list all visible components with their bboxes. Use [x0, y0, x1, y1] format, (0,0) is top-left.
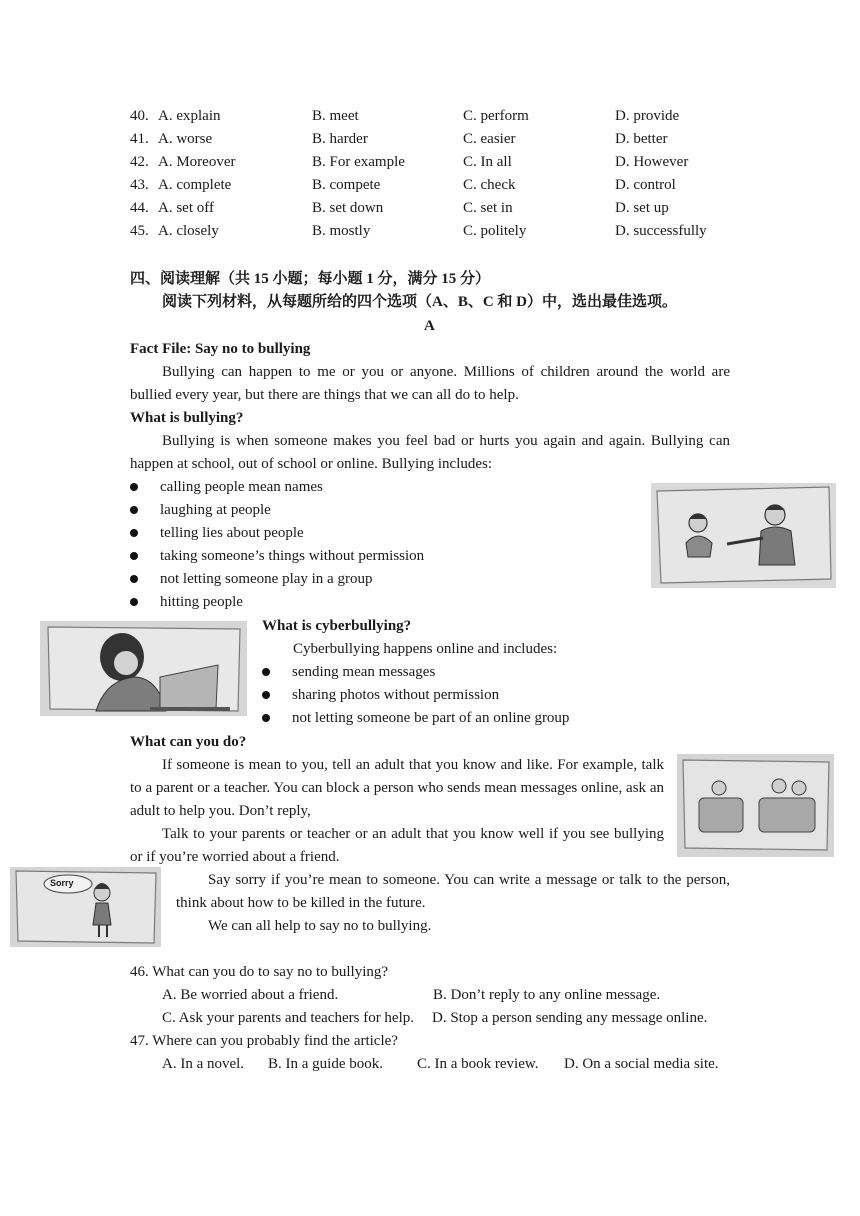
- bullet-icon: [130, 506, 138, 514]
- intro-paragraph: Bullying can happen to me or you or anyone. Millions of children around the world are bullied every year, but there are things that we can all do to help.: [130, 364, 730, 403]
- option-a: A. Moreover: [158, 154, 236, 170]
- section-heading: 四、阅读理解（共 15 小题；每小题 1 分，满分 15 分）: [130, 271, 491, 287]
- question-47-option-d: D. On a social media site.: [564, 1056, 719, 1072]
- option-b: B. For example: [312, 154, 405, 170]
- question-46-stem: 46. What can you do to say no to bullying?: [130, 964, 389, 980]
- can-do-paragraph-3: Say sorry if you’re mean to someone. You can write a message or talk to the person, think about how to be killed in the future.: [176, 872, 730, 911]
- option-d: D. However: [615, 154, 689, 170]
- option-row: [130, 154, 730, 174]
- bullet-icon: [130, 598, 138, 606]
- question-number: 40.: [130, 108, 149, 124]
- question-47-option-b: B. In a guide book.: [268, 1056, 383, 1072]
- option-d: D. better: [615, 131, 668, 147]
- option-d: D. control: [615, 177, 676, 193]
- question-number: 45.: [130, 223, 149, 239]
- what-is-bullying-text: Bullying is when someone makes you feel bad or hurts you again and again. Bullying can happen at school, out of school or online. Bullying includes:: [130, 433, 730, 472]
- question-46-option-a: A. Be worried about a friend.: [162, 987, 339, 1003]
- question-number: 41.: [130, 131, 149, 147]
- option-d: D. set up: [615, 200, 669, 216]
- question-number: 42.: [130, 154, 149, 170]
- question-47-option-a: A. In a novel.: [162, 1056, 245, 1072]
- bullying-illustration: [651, 483, 836, 588]
- can-do-paragraph-2: Talk to your parents or teacher or an adult that you know well if you see bullying or if you’re worried about a friend.: [130, 826, 664, 865]
- bullet-icon: [130, 575, 138, 583]
- bullet-icon: [262, 714, 270, 722]
- bullet-icon: [262, 668, 270, 676]
- can-do-paragraph-1: If someone is mean to you, tell an adult that you know and like. For example, talk to a parent or a teacher. You can block a person who sends mean messages online, ask an adult to help you. Don’t reply,: [130, 757, 664, 819]
- option-b: B. harder: [312, 131, 368, 147]
- bullet-icon: [130, 552, 138, 560]
- question-46-option-c: C. Ask your parents and teachers for help.: [162, 1010, 415, 1026]
- talking-illustration: [677, 754, 834, 857]
- option-c: C. check: [463, 177, 516, 193]
- option-a: A. complete: [158, 177, 232, 193]
- option-c: C. politely: [463, 223, 527, 239]
- cyberbullying-text: Cyberbullying happens online and includes:: [293, 641, 558, 657]
- option-row: [130, 200, 730, 220]
- passage-letter: A: [424, 318, 435, 334]
- what-is-bullying-heading: What is bullying?: [130, 410, 244, 426]
- section-instruction: 阅读下列材料，从每题所给的四个选项（A、B、C 和 D）中，选出最佳选项。: [162, 294, 678, 310]
- option-a: A. explain: [158, 108, 221, 124]
- bullet-icon: [130, 529, 138, 537]
- article-title: Fact File: Say no to bullying: [130, 341, 311, 357]
- option-a: A. worse: [158, 131, 213, 147]
- can-do-paragraph-4: We can all help to say no to bullying.: [208, 918, 432, 934]
- option-b: B. mostly: [312, 223, 371, 239]
- option-b: B. compete: [312, 177, 381, 193]
- option-b: B. meet: [312, 108, 359, 124]
- bullet-icon: [262, 691, 270, 699]
- question-46-option-b: B. Don’t reply to any online message.: [433, 987, 661, 1003]
- option-row: [130, 223, 730, 243]
- option-d: D. provide: [615, 108, 680, 124]
- option-a: A. set off: [158, 200, 214, 216]
- sorry-illustration: [10, 867, 161, 947]
- option-c: C. easier: [463, 131, 516, 147]
- what-can-you-do-heading: What can you do?: [130, 734, 247, 750]
- sorry-label: Sorry: [50, 878, 74, 888]
- cyberbullying-illustration: [40, 621, 247, 716]
- option-row: [130, 177, 730, 197]
- option-c: C. In all: [463, 154, 512, 170]
- option-c: C. set in: [463, 200, 513, 216]
- option-d: D. successfully: [615, 223, 707, 239]
- option-row: [130, 131, 730, 151]
- option-row: [130, 108, 730, 128]
- question-number: 43.: [130, 177, 149, 193]
- question-number: 44.: [130, 200, 149, 216]
- option-b: B. set down: [312, 200, 384, 216]
- question-47-option-c: C. In a book review.: [417, 1056, 539, 1072]
- option-a: A. closely: [158, 223, 219, 239]
- question-46-option-d: D. Stop a person sending any message online.: [432, 1010, 708, 1026]
- question-47-stem: 47. Where can you probably find the article?: [130, 1033, 398, 1049]
- bullet-icon: [130, 483, 138, 491]
- option-c: C. perform: [463, 108, 529, 124]
- cyberbullying-heading: What is cyberbullying?: [262, 618, 412, 634]
